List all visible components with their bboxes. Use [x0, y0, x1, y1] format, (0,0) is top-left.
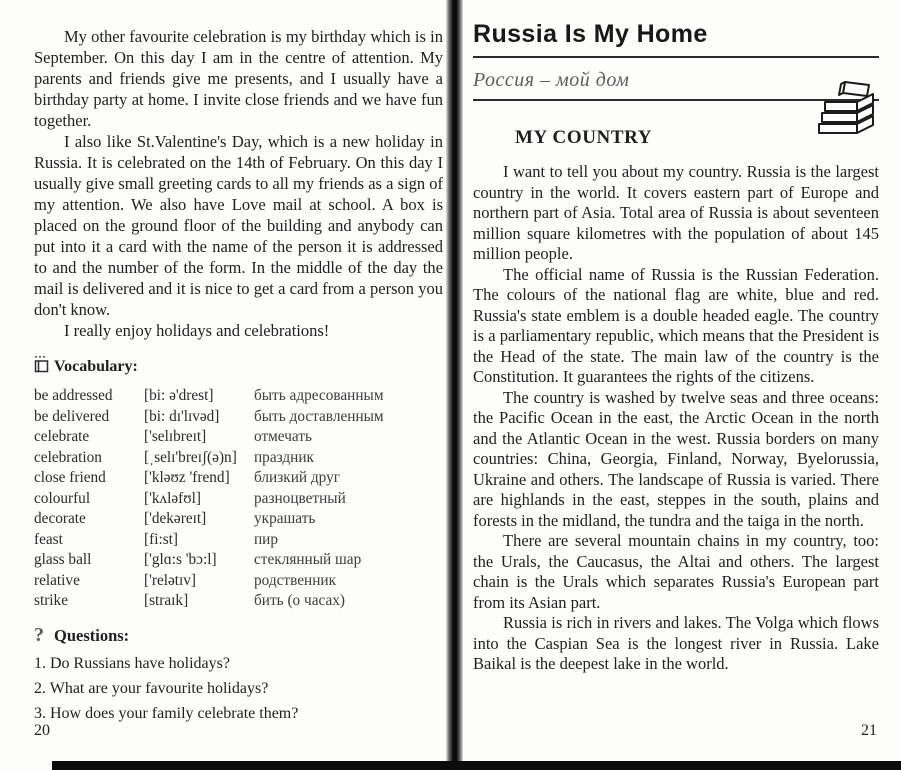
vocab-word: be addressed [34, 387, 113, 404]
section-heading: MY COUNTRY [515, 127, 653, 148]
vocab-translation: пир [254, 530, 279, 548]
paragraph: I also like St.Valentine's Day, which is a new holiday in Russia. It is celebrated on the 14th of February. On this day I usually give small greeting cards to all my friends as a sign of my attention. We also have Love mail at school. A box is placed on the ground floor of the building and anybody can put into it a card with the name of the person it is addressed to and the number of the form. In the middle of the day the mail is delivered and it is nice to get a card from a person you don't know. [34, 132, 443, 319]
vocabulary-header [34, 355, 443, 378]
vocab-translation: украшать [254, 510, 316, 527]
vocabulary-icon [34, 355, 49, 378]
vocab-transcription: ['glɑ:s 'bɔ:l] [144, 551, 217, 568]
vocab-translation: разноцветный [254, 489, 346, 507]
page-number-right: 21 [861, 722, 877, 739]
books-icon [809, 78, 885, 138]
vocab-word: colourful [34, 489, 91, 507]
vocab-word: decorate [34, 510, 86, 527]
paragraph: There are several mountain chains in my country, too: the Urals, the Caucasus, the Altai and others. The largest chain is the Urals which separates Russia's European part from its Asian part. [473, 531, 879, 612]
chapter-subtitle: Россия – мой дом [473, 69, 630, 91]
vocab-transcription: ['kləʊz 'frend] [144, 469, 230, 486]
vocab-row [34, 550, 443, 571]
vocab-transcription: ['dekəreɪt] [144, 510, 207, 527]
vocab-translation: стеклянный шар [254, 551, 362, 568]
questions-label: Questions: [54, 625, 130, 645]
vocab-translation: праздник [254, 448, 314, 466]
vocab-translation: отмечать [254, 428, 312, 445]
paragraph: The country is washed by twelve seas and three oceans: the Pacific Ocean in the east, the Arctic Ocean in the north and the Atlantic Ocean in the west. Russia borders on many countries: China, Georgia, Finland, Norway, Byelorussia, Ukraine and others. The landscape of Russia is varied. There are highlands in the east, steppes in the south, plains and forests in the midland, the tundra and the taiga in the north. [473, 387, 879, 530]
question-item: 1. Do Russians have holidays? [34, 654, 230, 672]
vocab-transcription: [bi: dɪ'lɪvəd] [144, 407, 220, 425]
questions-list [34, 651, 443, 726]
paragraph: The official name of Russia is the Russian Federation. The colours of the national flag are white, blue and red. Russia's state emblem is a double headed eagle. The country is a parliamentary republic, which means that the President is the Head of the state. The main law of the country is the Constitution. It guarantees the rights of the citizens. [473, 264, 879, 386]
vocab-word: be delivered [34, 407, 110, 425]
vocab-translation: близкий друг [254, 469, 341, 486]
left-page [0, 0, 449, 762]
vocab-word: glass ball [34, 551, 92, 568]
vocab-row [34, 448, 443, 469]
vocab-row [34, 571, 443, 592]
vocabulary-table [34, 386, 443, 612]
paragraph: My other favourite celebration is my birthday which is in September. On this day I am in the centre of attention. My parents and friends give me presents, and I usually have a birthday party at home. I invite close friends and we have fun together. [34, 27, 443, 130]
paragraph: I really enjoy holidays and celebrations! [64, 321, 330, 340]
page-number-left: 20 [34, 722, 50, 739]
book-spine [446, 0, 463, 770]
title-rule [473, 56, 879, 58]
scan-bottom-edge [52, 761, 901, 770]
vocab-transcription: [bi: ə'drest] [144, 387, 214, 404]
vocab-transcription: [ˌselɪ'breɪʃ(ə)n] [144, 448, 237, 466]
paragraph: Russia is rich in rivers and lakes. The Volga which flows into the Caspian Sea is the longest river in Russia. Lake Baikal is the deepest lake in the world. [473, 613, 879, 673]
vocab-row [34, 530, 443, 551]
vocab-transcription: [fi:st] [144, 530, 178, 548]
vocab-row [34, 407, 443, 428]
question-item: 3. How does your family celebrate them? [34, 704, 299, 722]
vocab-row [34, 509, 443, 530]
vocab-translation: быть доставленным [254, 407, 384, 425]
vocab-translation: бить (о часах) [254, 592, 346, 609]
right-page [463, 0, 901, 762]
vocab-translation: быть адресованным [254, 387, 384, 404]
vocab-word: feast [34, 530, 63, 548]
vocab-row [34, 591, 443, 612]
vocab-transcription: ['selɪbreɪt] [144, 428, 207, 445]
chapter-title: Russia Is My Home [473, 20, 708, 48]
vocab-word: relative [34, 571, 80, 589]
vocab-transcription: [straɪk] [144, 592, 189, 609]
vocab-row [34, 427, 443, 448]
questions-header [34, 624, 443, 647]
vocab-word: strike [34, 592, 68, 609]
vocab-row [34, 468, 443, 489]
paragraph: I want to tell you about my country. Russia is the largest country in the world. It covers eastern part of Europe and northern part of Asia. Total area of Russia is about seventeen million square kilometres with the population of about 145 million people. [473, 162, 879, 263]
question-icon: ? [34, 623, 44, 646]
vocab-word: celebration [34, 448, 102, 466]
vocabulary-label: Vocabulary: [54, 357, 138, 375]
vocab-transcription: ['relətɪv] [144, 571, 197, 589]
vocab-translation: родственник [254, 571, 337, 589]
question-item: 2. What are your favourite holidays? [34, 679, 269, 697]
vocab-row [34, 386, 443, 407]
vocab-transcription: ['kʌləfʊl] [144, 489, 202, 507]
vocab-row [34, 489, 443, 510]
vocab-word: celebrate [34, 428, 90, 445]
vocab-word: close friend [34, 469, 106, 486]
